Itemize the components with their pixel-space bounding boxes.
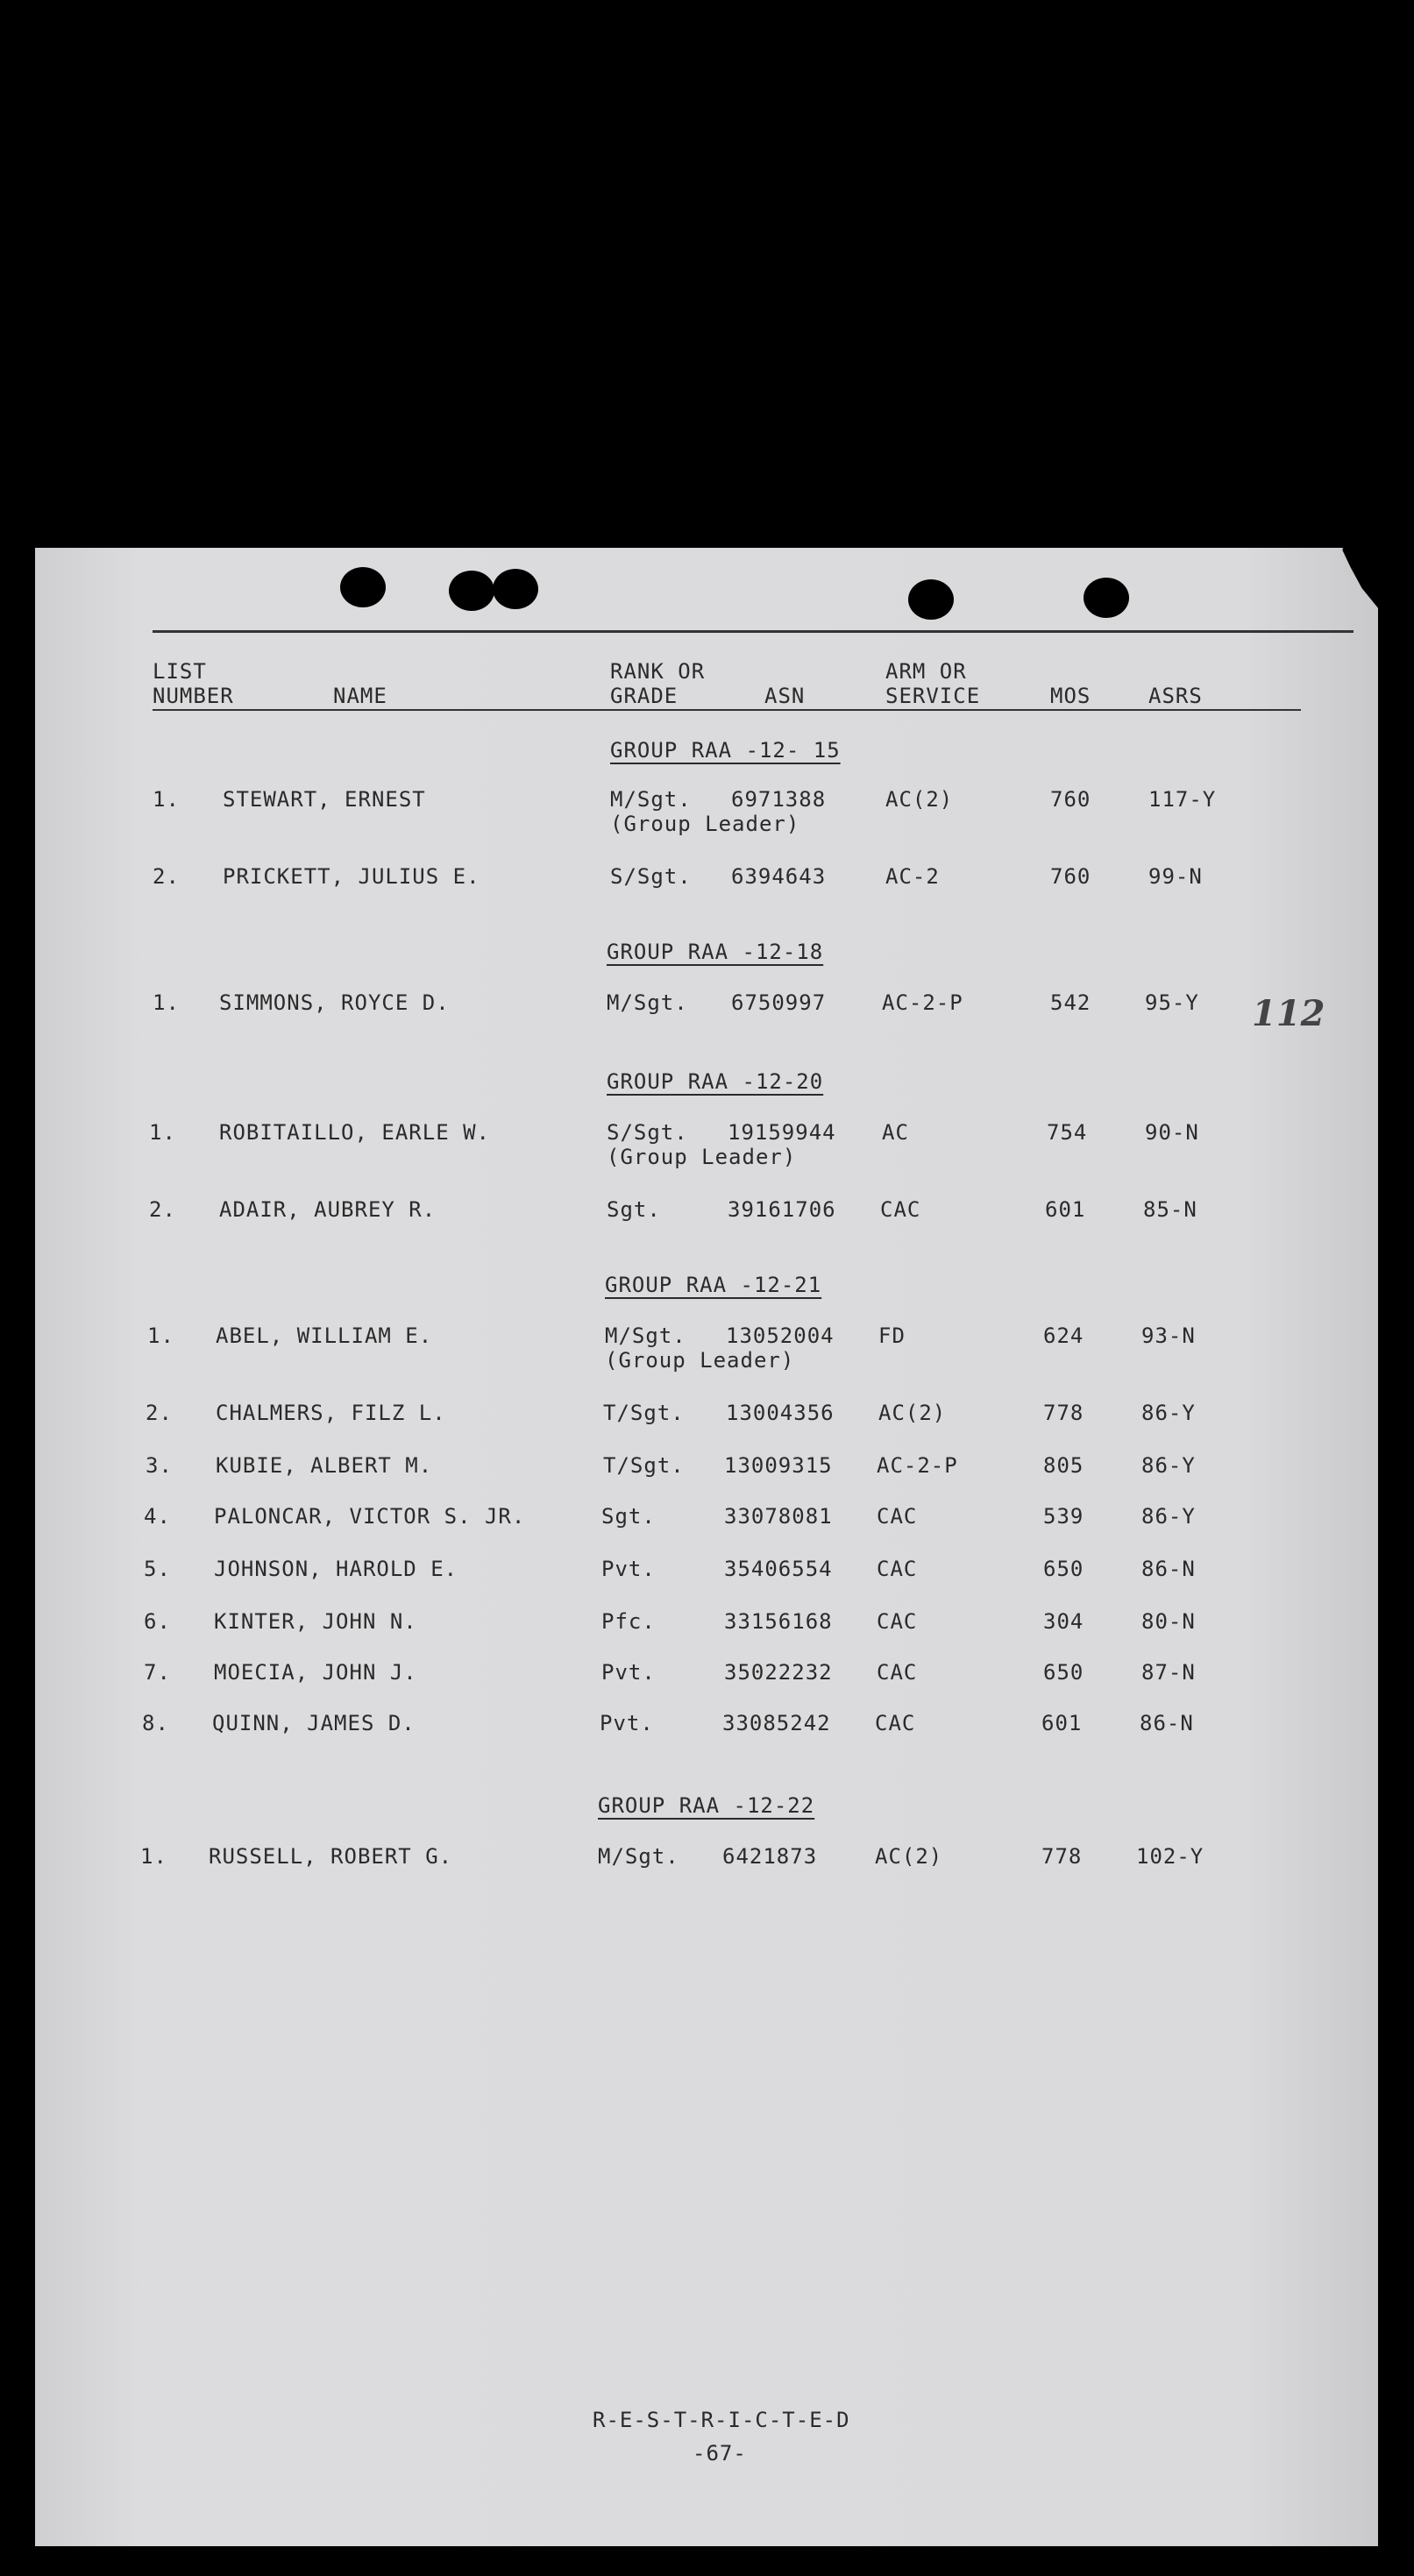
row-rank: S/Sgt. <box>610 864 692 889</box>
row-arm: AC(2) <box>878 1401 947 1425</box>
row-name: PALONCAR, VICTOR S. JR. <box>214 1504 526 1529</box>
row-asn: 19159944 <box>728 1120 836 1145</box>
row-asrs: 85-N <box>1143 1197 1197 1222</box>
row-asrs: 90-N <box>1145 1120 1199 1145</box>
row-asrs: 117-Y <box>1148 787 1217 812</box>
group-title: GROUP RAA -12-18 <box>607 940 824 964</box>
header-list-number-1: LIST <box>153 659 207 684</box>
row-asn: 39161706 <box>728 1197 836 1222</box>
row-number: 4. <box>144 1504 171 1529</box>
row-mos: 650 <box>1043 1660 1084 1685</box>
row-arm: CAC <box>877 1609 918 1634</box>
row-asrs: 86-Y <box>1141 1453 1196 1478</box>
row-arm: AC-2-P <box>877 1453 958 1478</box>
row-rank: S/Sgt. <box>607 1120 688 1145</box>
row-asrs: 86-N <box>1141 1557 1196 1581</box>
header-rule <box>153 709 1301 711</box>
row-number: 2. <box>153 864 180 889</box>
document-page <box>35 548 1378 2546</box>
row-name: KINTER, JOHN N. <box>214 1609 417 1634</box>
row-number: 1. <box>140 1844 167 1869</box>
row-name: CHALMERS, FILZ L. <box>216 1401 446 1425</box>
top-rule <box>153 630 1354 633</box>
row-number: 1. <box>153 990 180 1015</box>
torn-corner <box>1299 539 1413 679</box>
header-arm-1: ARM OR <box>885 659 967 684</box>
row-name: STEWART, ERNEST <box>223 787 426 812</box>
row-rank: T/Sgt. <box>603 1453 685 1478</box>
row-arm: AC(2) <box>875 1844 943 1869</box>
row-number: 2. <box>146 1401 173 1425</box>
row-asn: 35022232 <box>724 1660 833 1685</box>
row-mos: 805 <box>1043 1453 1084 1478</box>
row-mos: 304 <box>1043 1609 1084 1634</box>
row-mos: 754 <box>1047 1120 1088 1145</box>
row-note: (Group Leader) <box>607 1145 797 1169</box>
row-arm: CAC <box>877 1504 918 1529</box>
row-name: ABEL, WILLIAM E. <box>216 1323 433 1348</box>
row-arm: FD <box>878 1323 906 1348</box>
row-mos: 778 <box>1043 1401 1084 1425</box>
row-asrs: 99-N <box>1148 864 1203 889</box>
row-number: 1. <box>153 787 180 812</box>
header-mos: MOS <box>1050 684 1091 708</box>
row-arm: AC-2 <box>885 864 940 889</box>
row-mos: 650 <box>1043 1557 1084 1581</box>
row-arm: CAC <box>877 1557 918 1581</box>
row-arm: CAC <box>875 1711 916 1735</box>
row-rank: T/Sgt. <box>603 1401 685 1425</box>
row-mos: 539 <box>1043 1504 1084 1529</box>
row-name: JOHNSON, HAROLD E. <box>214 1557 458 1581</box>
row-asrs: 102-Y <box>1136 1844 1204 1869</box>
row-rank: M/Sgt. <box>610 787 692 812</box>
row-name: ROBITAILLO, EARLE W. <box>219 1120 490 1145</box>
page-number: -67- <box>693 2441 747 2466</box>
row-name: ADAIR, AUBREY R. <box>219 1197 437 1222</box>
row-asn: 6971388 <box>731 787 827 812</box>
row-number: 7. <box>144 1660 171 1685</box>
header-rank-2: GRADE <box>610 684 679 708</box>
row-rank: Sgt. <box>601 1504 656 1529</box>
row-number: 1. <box>147 1323 174 1348</box>
row-rank: Sgt. <box>607 1197 661 1222</box>
row-arm: AC <box>882 1120 909 1145</box>
row-rank: M/Sgt. <box>607 990 688 1015</box>
row-rank: M/Sgt. <box>605 1323 686 1348</box>
group-title: GROUP RAA -12-22 <box>598 1793 815 1818</box>
punch-hole <box>1084 578 1129 618</box>
row-rank: Pvt. <box>601 1660 656 1685</box>
row-rank: M/Sgt. <box>598 1844 679 1869</box>
row-asn: 6421873 <box>722 1844 818 1869</box>
restricted-marking: R-E-S-T-R-I-C-T-E-D <box>593 2408 850 2432</box>
punch-hole <box>493 569 538 609</box>
row-name: KUBIE, ALBERT M. <box>216 1453 433 1478</box>
row-asrs: 86-Y <box>1141 1504 1196 1529</box>
punch-hole <box>449 571 494 611</box>
row-asn: 33156168 <box>724 1609 833 1634</box>
row-arm: AC(2) <box>885 787 954 812</box>
row-asn: 33085242 <box>722 1711 831 1735</box>
row-asn: 35406554 <box>724 1557 833 1581</box>
row-arm: AC-2-P <box>882 990 963 1015</box>
row-arm: CAC <box>877 1660 918 1685</box>
header-rank-1: RANK OR <box>610 659 706 684</box>
row-mos: 760 <box>1050 864 1091 889</box>
header-list-number-2: NUMBER <box>153 684 234 708</box>
row-asrs: 86-Y <box>1141 1401 1196 1425</box>
row-asn: 33078081 <box>724 1504 833 1529</box>
row-asn: 6394643 <box>731 864 827 889</box>
row-number: 8. <box>142 1711 169 1735</box>
row-asn: 6750997 <box>731 990 827 1015</box>
punch-hole <box>908 579 954 620</box>
row-asrs: 93-N <box>1141 1323 1196 1348</box>
header-arm-2: SERVICE <box>885 684 981 708</box>
row-name: QUINN, JAMES D. <box>212 1711 416 1735</box>
header-asrs: ASRS <box>1148 684 1203 708</box>
row-rank: Pfc. <box>601 1609 656 1634</box>
header-asn: ASN <box>764 684 806 708</box>
row-mos: 760 <box>1050 787 1091 812</box>
row-asrs: 95-Y <box>1145 990 1199 1015</box>
group-title: GROUP RAA -12-21 <box>605 1273 822 1297</box>
row-number: 1. <box>149 1120 176 1145</box>
row-number: 2. <box>149 1197 176 1222</box>
row-mos: 601 <box>1041 1711 1083 1735</box>
row-mos: 542 <box>1050 990 1091 1015</box>
row-name: PRICKETT, JULIUS E. <box>223 864 480 889</box>
row-asn: 13004356 <box>726 1401 835 1425</box>
row-mos: 624 <box>1043 1323 1084 1348</box>
row-note: (Group Leader) <box>610 812 800 836</box>
row-asn: 13009315 <box>724 1453 833 1478</box>
row-mos: 601 <box>1045 1197 1086 1222</box>
row-number: 5. <box>144 1557 171 1581</box>
row-asn: 13052004 <box>726 1323 835 1348</box>
row-arm: CAC <box>880 1197 921 1222</box>
row-number: 3. <box>146 1453 173 1478</box>
page-stamp-number: 112 <box>1252 993 1325 1034</box>
row-asrs: 86-N <box>1140 1711 1194 1735</box>
row-mos: 778 <box>1041 1844 1083 1869</box>
row-number: 6. <box>144 1609 171 1634</box>
row-name: RUSSELL, ROBERT G. <box>209 1844 453 1869</box>
group-title: GROUP RAA -12- 15 <box>610 738 841 763</box>
row-note: (Group Leader) <box>605 1348 795 1373</box>
punch-hole <box>340 567 386 607</box>
row-name: SIMMONS, ROYCE D. <box>219 990 450 1015</box>
header-name: NAME <box>333 684 387 708</box>
group-title: GROUP RAA -12-20 <box>607 1069 824 1094</box>
row-asrs: 87-N <box>1141 1660 1196 1685</box>
row-rank: Pvt. <box>600 1711 654 1735</box>
row-rank: Pvt. <box>601 1557 656 1581</box>
row-name: MOECIA, JOHN J. <box>214 1660 417 1685</box>
row-asrs: 80-N <box>1141 1609 1196 1634</box>
